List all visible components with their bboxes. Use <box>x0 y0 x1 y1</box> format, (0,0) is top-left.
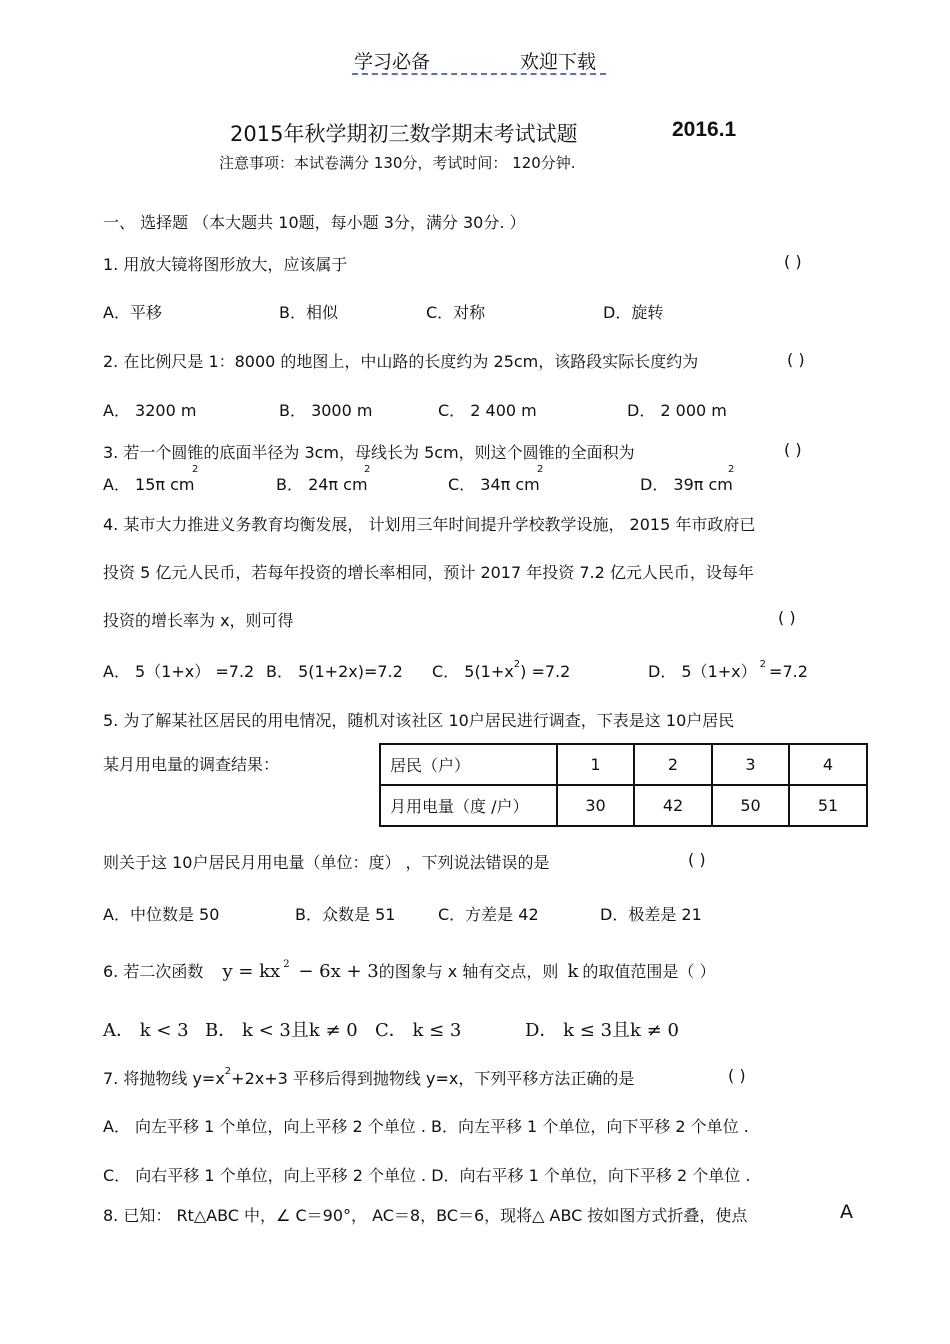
q4-c-superscript: 2 <box>513 659 521 670</box>
electricity-table <box>379 743 868 827</box>
header-left: 学习必备 <box>354 51 431 73</box>
q1-bracket: ( ) <box>784 252 802 271</box>
table-row-label: 月用电量（度 /户） <box>380 785 557 826</box>
q4-option-c: C． $5(1+x^2) =7.2$ <box>432 659 571 681</box>
q5-option-c: C．方差是 42 <box>438 905 539 924</box>
q3-stem: 3. 若一个圆锥的底面半径为 3cm，母线长为 5cm，则这个圆锥的全面积为 <box>103 443 635 462</box>
q3-c-superscript: 2 <box>537 464 544 475</box>
q5-bracket: ( ) <box>688 850 706 869</box>
q1-option-d: D．旋转 <box>603 303 664 322</box>
table-cell: 3 <box>712 744 789 785</box>
q4-line1: 4. 某市大力推进义务教育均衡发展， 计划用三年时间提升学校教学设施， 2015 年市政府已 <box>103 515 756 534</box>
table-cell: 42 <box>634 785 712 826</box>
q1-option-b: B．相似 <box>279 303 338 322</box>
q5-line3: 则关于这 10户居民月用电量（单位：度） ，下列说法错误的是 <box>103 853 550 872</box>
q2-bracket: ( ) <box>787 350 805 369</box>
q4-line3: 投资的增长率为 x，则可得 <box>103 611 294 630</box>
q8-point-label: A <box>840 1201 853 1223</box>
table-row <box>380 785 867 826</box>
q3-option-b: B． 24π cm <box>276 475 368 494</box>
table-cell: 1 <box>557 744 634 785</box>
exam-notice: 注意事项：本试卷满分 130分，考试时间： 120分钟. <box>219 154 576 172</box>
q6-formula: y = kx $^2$ − 6x + 3 <box>222 959 379 982</box>
table-cell: 51 <box>789 785 867 826</box>
q6-superscript: 2 <box>283 959 290 970</box>
q6-option-d: D． k ≤ 3且k ≠ 0 <box>525 1020 679 1041</box>
q4-bracket: ( ) <box>778 608 796 627</box>
header-underline <box>352 73 606 75</box>
q6-option-b: B． k < 3且k ≠ 0 <box>205 1020 358 1041</box>
q7-superscript: 2 <box>224 1066 232 1077</box>
q3-d-superscript: 2 <box>728 464 735 475</box>
q2-option-b: B． 3000 m <box>279 401 373 420</box>
section-heading: 一、 选择题 （本大题共 10题，每小题 3分，满分 30分. ） <box>103 213 526 232</box>
table-row-label: 居民（户） <box>380 744 557 785</box>
q4-d-superscript: 2 <box>759 659 767 670</box>
q6-option-a: A． k < 3 <box>103 1020 189 1041</box>
q6-option-c: C． k ≤ 3 <box>375 1020 462 1041</box>
q2-stem: 2. 在比例尺是 1：8000 的地图上，中山路的长度约为 25cm，该路段实际长度约为 <box>103 352 699 371</box>
page-title: 2015年秋学期初三数学期末考试试题 <box>230 122 578 146</box>
table-cell: 2 <box>634 744 712 785</box>
q3-option-c: C． 34π cm <box>448 475 540 494</box>
title-date: 2016.1 <box>672 118 737 141</box>
q6-stem: 6. 若二次函数 y = kx $^2$ − 6x + 3的图象与 x 轴有交点，则 k 的取值范围是（ ） <box>103 959 716 982</box>
q1-option-c: C．对称 <box>426 303 486 322</box>
q2-option-a: A． 3200 m <box>103 401 197 420</box>
q3-option-d: D． 39π cm <box>640 475 733 494</box>
q7-options-ab: A． 向左平移 1 个单位，向上平移 2 个单位 . B．向左平移 1 个单位，向下平移 2 个单位 . <box>103 1117 749 1136</box>
q7-stem: 7. 将抛物线 $y=x^2+2x+3$ 平移后得到抛物线 y=x，下列平移方法正确的是 <box>103 1066 635 1088</box>
q4-option-a: A． 5（1+x） =7.2 <box>103 662 255 681</box>
q5-line1: 5. 为了解某社区居民的用电情况，随机对该社区 10户居民进行调查，下表是这 10户居民 <box>103 711 735 730</box>
q7-bracket: ( ) <box>728 1066 746 1085</box>
q5-option-a: A．中位数是 50 <box>103 905 220 924</box>
q5-line2: 某月用电量的调查结果： <box>103 755 280 774</box>
q4-option-b: B． 5(1+2x)=7.2 <box>266 662 403 681</box>
q3-bracket: ( ) <box>784 440 802 459</box>
q5-option-d: D．极差是 21 <box>600 905 702 924</box>
q3-option-a: A． 15π cm <box>103 475 195 494</box>
q5-option-b: B．众数是 51 <box>295 905 396 924</box>
q2-option-d: D． 2 000 m <box>627 401 727 420</box>
table-cell: 4 <box>789 744 867 785</box>
q7-options-cd: C． 向右平移 1 个单位，向上平移 2 个单位 . D．向右平移 1 个单位，向下平移 2 个单位 . <box>103 1166 751 1185</box>
q8-stem: 8. 已知： Rt△ABC 中，∠ C＝90°， AC＝8，BC＝6，现将△ ABC 按如图方式折叠，使点 <box>103 1206 748 1225</box>
table-row <box>380 744 867 785</box>
q3-a-superscript: 2 <box>192 464 199 475</box>
q1-stem: 1. 用放大镜将图形放大，应该属于 <box>103 255 348 274</box>
q2-option-c: C． 2 400 m <box>438 401 537 420</box>
q1-option-a: A．平移 <box>103 303 162 322</box>
q4-option-d: D． 5（1+x） $^2$ =7.2 <box>648 659 808 681</box>
header-right: 欢迎下载 <box>520 51 597 73</box>
table-cell: 50 <box>712 785 789 826</box>
q4-line2: 投资 5 亿元人民币，若每年投资的增长率相同，预计 2017 年投资 7.2 亿元人民币，设每年 <box>103 563 754 582</box>
table-cell: 30 <box>557 785 634 826</box>
q3-b-superscript: 2 <box>364 464 371 475</box>
